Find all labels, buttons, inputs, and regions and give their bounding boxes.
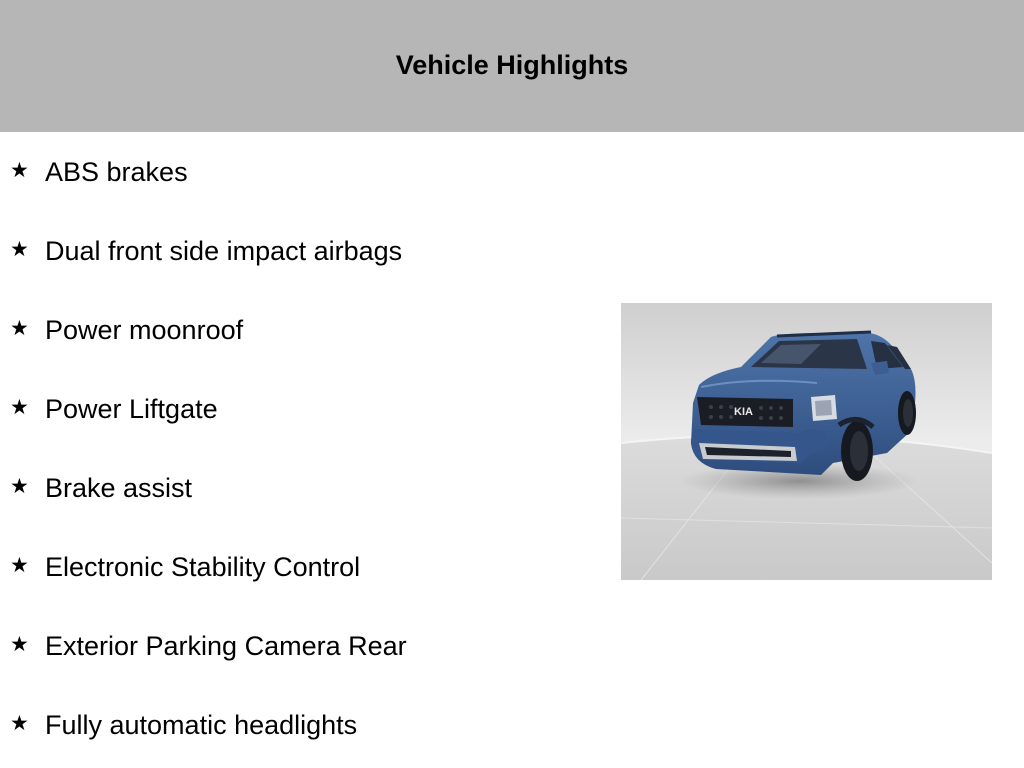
highlight-label: Exterior Parking Camera Rear	[45, 630, 407, 661]
star-icon: ★	[10, 474, 29, 498]
star-icon: ★	[10, 316, 29, 340]
list-item	[0, 626, 407, 666]
list-item	[0, 547, 360, 587]
star-icon: ★	[10, 711, 29, 735]
list-item	[0, 152, 188, 192]
highlight-label: Dual front side impact airbags	[45, 235, 403, 266]
list-item	[0, 310, 243, 350]
star-icon: ★	[10, 632, 29, 656]
star-icon: ★	[10, 158, 29, 182]
star-icon: ★	[10, 553, 29, 577]
list-item	[0, 705, 357, 745]
kia-logo: KIA	[734, 406, 753, 418]
page-header	[0, 0, 1024, 132]
highlight-label: Fully automatic headlights	[45, 709, 358, 740]
star-icon: ★	[10, 395, 29, 419]
list-item	[0, 389, 218, 429]
list-item	[0, 231, 402, 271]
highlight-label: Electronic Stability Control	[45, 551, 361, 582]
list-item	[0, 468, 192, 508]
page-title: Vehicle Highlights	[395, 49, 629, 80]
highlight-label: Power moonroof	[45, 314, 244, 345]
vehicle-image	[621, 303, 992, 580]
star-icon: ★	[10, 237, 29, 261]
highlight-label: Power Liftgate	[45, 393, 218, 424]
highlight-label: ABS brakes	[45, 156, 188, 187]
highlight-label: Brake assist	[45, 472, 193, 503]
vehicle-photo	[621, 303, 992, 580]
